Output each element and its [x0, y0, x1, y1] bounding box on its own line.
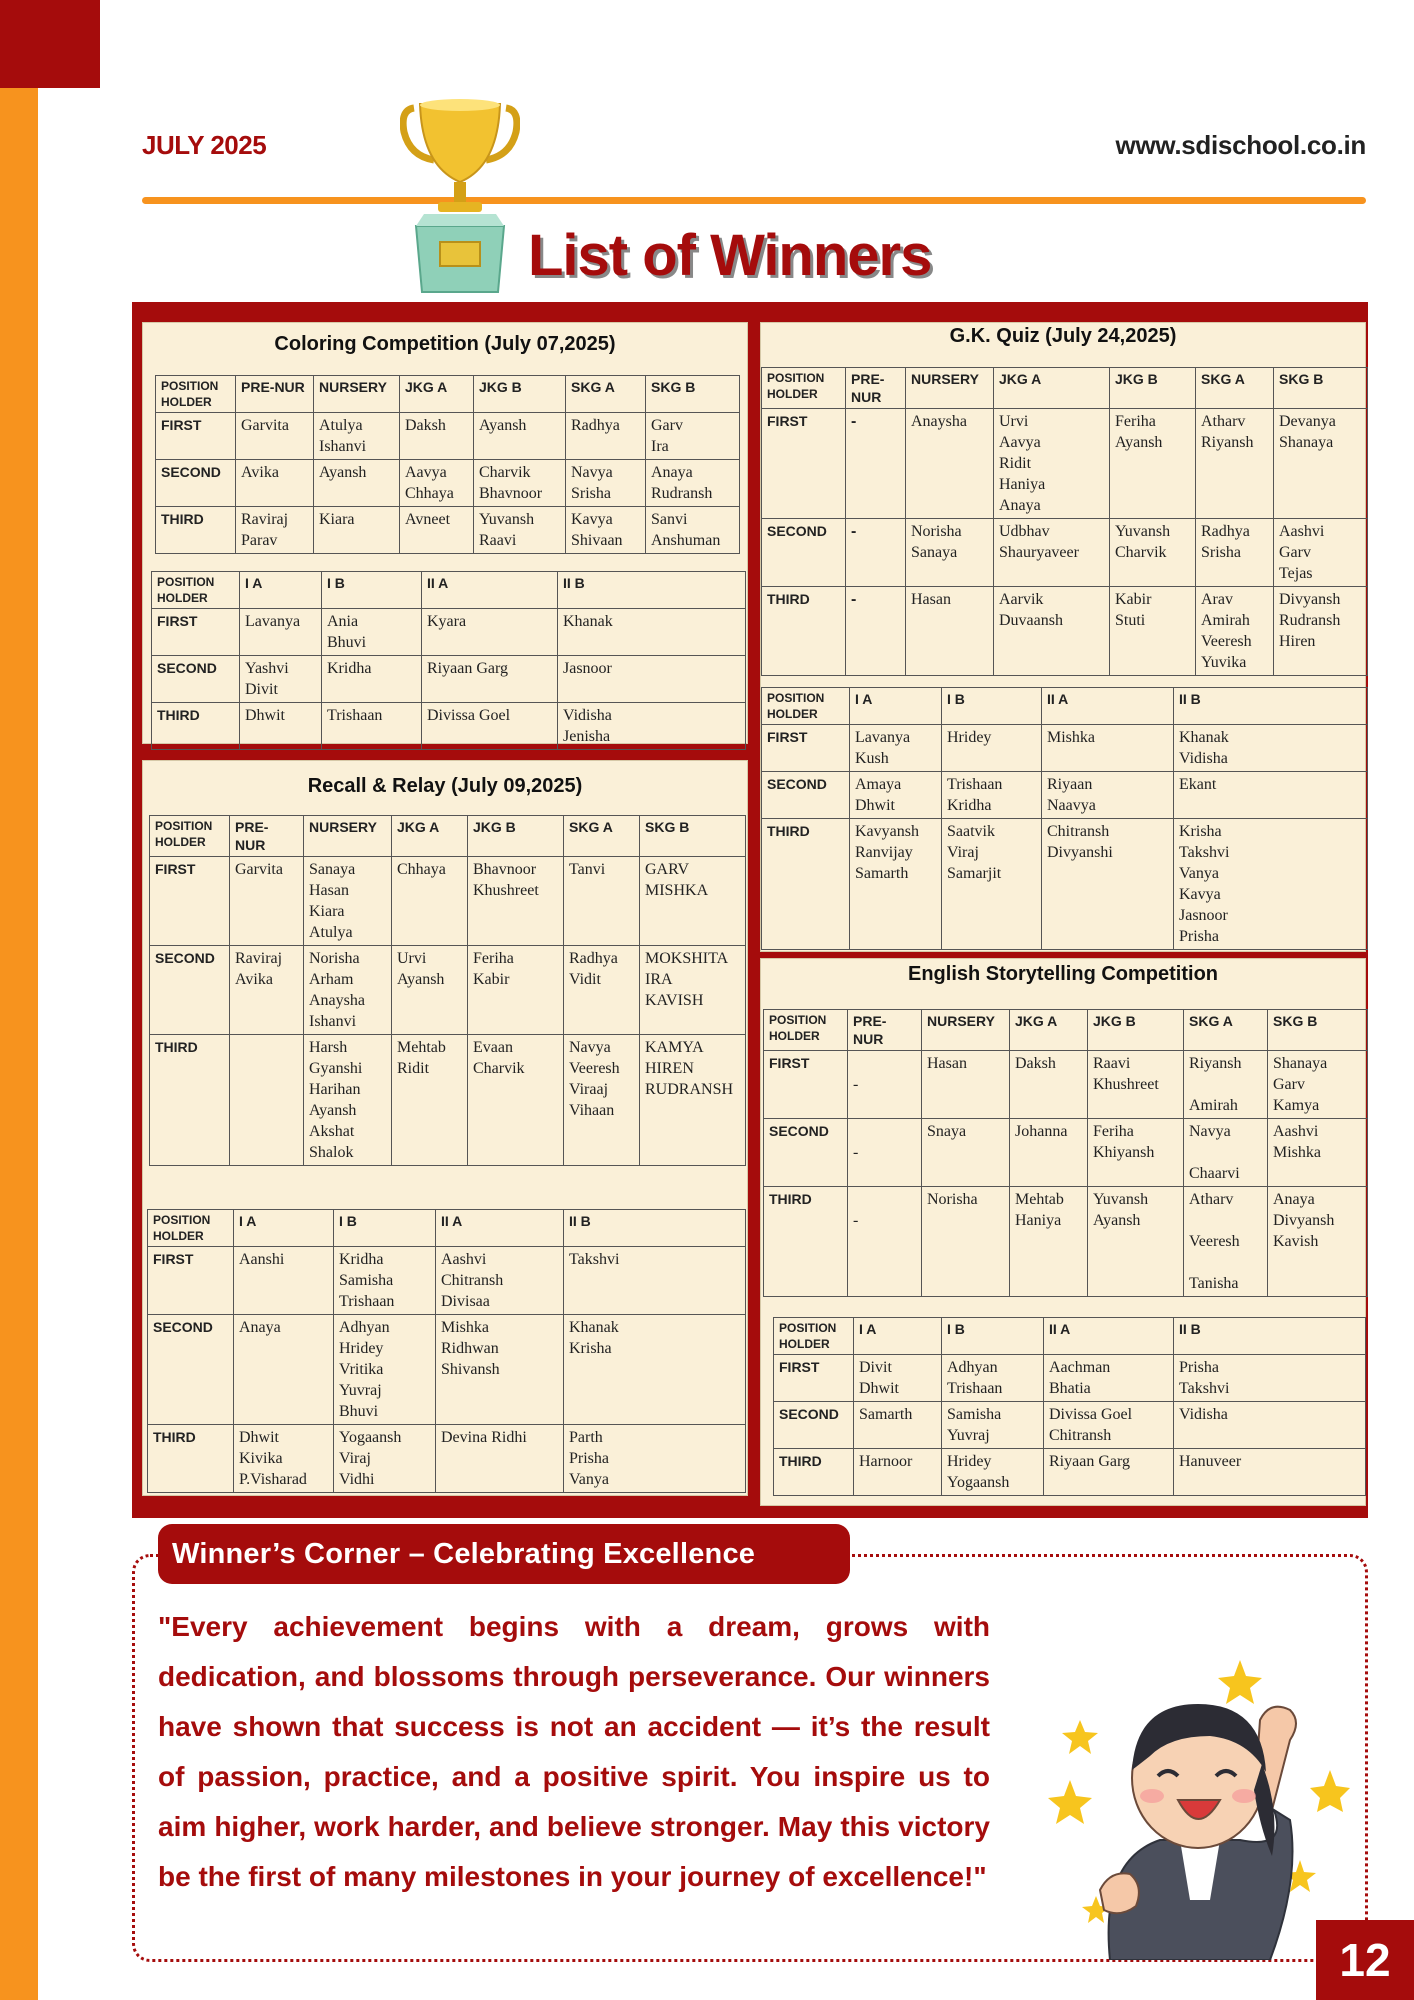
table-row — [774, 1449, 1366, 1496]
column-header: II A — [1044, 1318, 1174, 1355]
winner-cell: Anaya Divyansh Kavish — [1268, 1187, 1368, 1297]
winner-cell: Navya Chaarvi — [1184, 1119, 1268, 1187]
winner-cell: Hasan — [906, 587, 994, 676]
column-header: I B — [334, 1210, 436, 1247]
winner-cell: Adhyan Hridey Vritika Yuvraj Bhuvi — [334, 1315, 436, 1425]
winner-cell: Arav Amirah Veeresh Yuvika — [1196, 587, 1274, 676]
position-label: SECOND — [148, 1315, 234, 1425]
winner-cell: Sanaya Hasan Kiara Atulya — [304, 857, 392, 946]
table-header-row — [774, 1318, 1366, 1355]
winner-cell: Yashvi Divit — [240, 656, 322, 703]
table-row — [148, 1247, 746, 1315]
winner-cell: Aashvi Chitransh Divisaa — [436, 1247, 564, 1315]
winner-cell: Raviraj Parav — [236, 507, 314, 554]
position-label: THIRD — [148, 1425, 234, 1493]
winner-cell: - — [848, 1187, 922, 1297]
winner-cell: Devina Ridhi — [436, 1425, 564, 1493]
table-row — [156, 460, 740, 507]
column-header: I A — [234, 1210, 334, 1247]
winner-cell: Aachman Bhatia — [1044, 1355, 1174, 1402]
table-row — [762, 725, 1368, 772]
column-header: SKG A — [1196, 368, 1274, 409]
winner-cell: Trishaan Kridha — [942, 772, 1042, 819]
winner-cell: Saatvik Viraj Samarjit — [942, 819, 1042, 950]
winner-cell: Riyansh Amirah — [1184, 1051, 1268, 1119]
position-label: SECOND — [152, 656, 240, 703]
winner-cell: Chhaya — [392, 857, 468, 946]
winner-cell: Shanaya Garv Kamya — [1268, 1051, 1368, 1119]
winner-cell: Aashvi Mishka — [1268, 1119, 1368, 1187]
column-header: POSITION HOLDER — [762, 368, 846, 409]
corner-accent-block — [0, 0, 100, 88]
winner-cell: Samisha Yuvraj — [942, 1402, 1044, 1449]
winner-cell: Mehtab Ridit — [392, 1035, 468, 1166]
winner-cell: Aashvi Garv Tejas — [1274, 519, 1368, 587]
winner-cell: Hridey Yogaansh — [942, 1449, 1044, 1496]
winner-cell: Mehtab Haniya — [1010, 1187, 1088, 1297]
winners-corner-quote: "Every achievement begins with a dream, grows with dedication, and blossoms through perseverance. Our winners have shown that success is not an accident — it’s the result of passion, practice, and a positive spirit. You inspire us to aim higher, work harder, and believe stronger. May this victory be the first of many milestones in your journey of excellence!" — [158, 1611, 990, 1892]
winner-cell: Yogaansh Viraj Vidhi — [334, 1425, 436, 1493]
column-header: II B — [1174, 688, 1368, 725]
column-header: POSITION HOLDER — [148, 1210, 234, 1247]
column-header: I A — [854, 1318, 942, 1355]
winner-cell: Yuvansh Raavi — [474, 507, 566, 554]
winner-cell: Divit Dhwit — [854, 1355, 942, 1402]
column-header: NURSERY — [314, 376, 400, 413]
position-label: SECOND — [762, 519, 846, 587]
column-header: SKG B — [1274, 368, 1368, 409]
coloring-competition-block — [142, 322, 748, 744]
column-header: SKG A — [1184, 1010, 1268, 1051]
winner-cell: Avneet — [400, 507, 474, 554]
recall-relay-title: Recall & Relay (July 09,2025) — [307, 775, 583, 797]
column-header: PRE-NUR — [236, 376, 314, 413]
winner-cell — [230, 1035, 304, 1166]
column-header: NURSERY — [906, 368, 994, 409]
position-label: FIRST — [156, 413, 236, 460]
column-header: I B — [322, 572, 422, 609]
column-header: NURSERY — [922, 1010, 1010, 1051]
storytelling-primary-table — [773, 1317, 1366, 1496]
column-header: POSITION HOLDER — [156, 376, 236, 413]
winner-cell: Aavya Chhaya — [400, 460, 474, 507]
column-header: II A — [436, 1210, 564, 1247]
column-header: JKG A — [400, 376, 474, 413]
winner-cell: Divissa Goel Chitransh — [1044, 1402, 1174, 1449]
winner-cell: Khanak Krisha — [564, 1315, 746, 1425]
winner-cell: Snaya — [922, 1119, 1010, 1187]
winner-cell: Udbhav Shauryaveer — [994, 519, 1110, 587]
position-label: SECOND — [764, 1119, 848, 1187]
table-row — [774, 1402, 1366, 1449]
table-row — [762, 819, 1368, 950]
winner-cell: - — [848, 1051, 922, 1119]
column-header: SKG A — [564, 816, 640, 857]
winner-cell: Yuvansh Ayansh — [1088, 1187, 1184, 1297]
winner-cell: Mishka Ridhwan Shivansh — [436, 1315, 564, 1425]
winner-cell: Parth Prisha Vanya — [564, 1425, 746, 1493]
winner-cell: Kavyansh Ranvijay Samarth — [850, 819, 942, 950]
table-row — [148, 1425, 746, 1493]
column-header: II B — [558, 572, 746, 609]
table-row — [156, 507, 740, 554]
table-header-row — [762, 368, 1368, 409]
column-header: PRE-NUR — [848, 1010, 922, 1051]
winner-cell: Anaya Rudransh — [646, 460, 740, 507]
table-row — [152, 609, 746, 656]
winner-cell: Adhyan Trishaan — [942, 1355, 1044, 1402]
table-row — [150, 946, 746, 1035]
storytelling-kg-table — [763, 1009, 1368, 1297]
winner-cell: Aarvik Duvaansh — [994, 587, 1110, 676]
winner-cell: Atulya Ishanvi — [314, 413, 400, 460]
position-label: FIRST — [152, 609, 240, 656]
column-header: II B — [1174, 1318, 1366, 1355]
position-label: FIRST — [148, 1247, 234, 1315]
winner-cell: Kridha Samisha Trishaan — [334, 1247, 436, 1315]
winner-cell: Aanshi — [234, 1247, 334, 1315]
table-header-row — [764, 1010, 1368, 1051]
column-header: II B — [564, 1210, 746, 1247]
winner-cell: - — [846, 587, 906, 676]
winner-cell: Ekant — [1174, 772, 1368, 819]
table-header-row — [156, 376, 740, 413]
winner-cell: Ayansh — [474, 413, 566, 460]
winner-cell: Garvita — [230, 857, 304, 946]
gk-quiz-title: G.K. Quiz (July 24,2025) — [949, 325, 1177, 347]
winner-cell: Norisha — [922, 1187, 1010, 1297]
column-header: POSITION HOLDER — [150, 816, 230, 857]
table-header-row — [148, 1210, 746, 1247]
winner-cell: Tanvi — [564, 857, 640, 946]
winner-cell: Dhwit Kivika P.Visharad — [234, 1425, 334, 1493]
position-label: FIRST — [762, 409, 846, 519]
position-label: FIRST — [774, 1355, 854, 1402]
winner-cell: Vidisha Jenisha — [558, 703, 746, 750]
winner-cell: Raavi Khushreet — [1088, 1051, 1184, 1119]
column-header: SKG B — [1268, 1010, 1368, 1051]
table-row — [148, 1315, 746, 1425]
position-label: FIRST — [764, 1051, 848, 1119]
gk-quiz-block — [760, 322, 1366, 952]
recall-primary-table — [147, 1209, 746, 1493]
table-row — [152, 656, 746, 703]
winner-cell: Devanya Shanaya — [1274, 409, 1368, 519]
winner-cell: Khanak — [558, 609, 746, 656]
winner-cell: Atharv Riyansh — [1196, 409, 1274, 519]
winner-cell: Hasan — [922, 1051, 1010, 1119]
issue-month: JULY 2025 — [142, 130, 267, 160]
column-header: JKG B — [468, 816, 564, 857]
recall-kg-table — [149, 815, 746, 1166]
position-label: SECOND — [156, 460, 236, 507]
column-header: I B — [942, 1318, 1044, 1355]
winner-cell: Divyansh Rudransh Hiren — [1274, 587, 1368, 676]
winner-cell: Kiara — [314, 507, 400, 554]
page-title: List of Winners — [528, 223, 932, 288]
position-label: THIRD — [774, 1449, 854, 1496]
winner-cell: Raviraj Avika — [230, 946, 304, 1035]
trophy-icon — [400, 96, 520, 296]
table-header-row — [152, 572, 746, 609]
winner-cell: Samarth — [854, 1402, 942, 1449]
table-row — [774, 1355, 1366, 1402]
winner-cell: Norisha Arham Anaysha Ishanvi — [304, 946, 392, 1035]
winner-cell: Kridha — [322, 656, 422, 703]
column-header: JKG B — [1088, 1010, 1184, 1051]
winner-cell: Johanna — [1010, 1119, 1088, 1187]
celebrating-girl-illustration — [1040, 1660, 1350, 1960]
winner-cell: Takshvi — [564, 1247, 746, 1315]
winner-cell: Yuvansh Charvik — [1110, 519, 1196, 587]
winner-cell: Hanuveer — [1174, 1449, 1366, 1496]
table-row — [764, 1119, 1368, 1187]
winner-cell: Anaya — [234, 1315, 334, 1425]
winner-cell: Dhwit — [240, 703, 322, 750]
position-label: THIRD — [764, 1187, 848, 1297]
storytelling-title: English Storytelling Competition — [908, 963, 1218, 985]
winner-cell: - — [848, 1119, 922, 1187]
column-header: POSITION HOLDER — [762, 688, 850, 725]
winner-cell: Harnoor — [854, 1449, 942, 1496]
table-header-row — [150, 816, 746, 857]
winner-cell: Harsh Gyanshi Harihan Ayansh Akshat Shalok — [304, 1035, 392, 1166]
winner-cell: Kyara — [422, 609, 558, 656]
winner-cell: Riyaan Garg — [422, 656, 558, 703]
winner-cell: Divissa Goel — [422, 703, 558, 750]
winner-cell: Hridey — [942, 725, 1042, 772]
header-divider — [142, 197, 1366, 204]
winner-cell: Daksh — [400, 413, 474, 460]
page-number: 12 — [1316, 1920, 1414, 2000]
coloring-primary-table — [151, 571, 746, 750]
storytelling-block — [760, 958, 1366, 1506]
winner-cell: Prisha Takshvi — [1174, 1355, 1366, 1402]
recall-relay-block — [142, 760, 748, 1496]
winner-cell: Garvita — [236, 413, 314, 460]
winner-cell: Avika — [236, 460, 314, 507]
column-header: NURSERY — [304, 816, 392, 857]
winner-cell: Chitransh Divyanshi — [1042, 819, 1174, 950]
winner-cell: GARV MISHKA — [640, 857, 746, 946]
column-header: JKG A — [392, 816, 468, 857]
winner-cell: Urvi Ayansh — [392, 946, 468, 1035]
winner-cell: Riyaan Garg — [1044, 1449, 1174, 1496]
table-row — [762, 409, 1368, 519]
winner-cell: Riyaan Naavya — [1042, 772, 1174, 819]
position-label: FIRST — [762, 725, 850, 772]
column-header: POSITION HOLDER — [152, 572, 240, 609]
winner-cell: Jasnoor — [558, 656, 746, 703]
table-header-row — [762, 688, 1368, 725]
coloring-competition-title: Coloring Competition (July 07,2025) — [274, 333, 616, 355]
winner-cell: - — [846, 409, 906, 519]
winners-corner-badge: Winner’s Corner – Celebrating Excellence — [158, 1524, 850, 1584]
side-accent-bar — [0, 0, 38, 2000]
column-header: JKG B — [474, 376, 566, 413]
column-header: SKG B — [646, 376, 740, 413]
winner-cell: Ania Bhuvi — [322, 609, 422, 656]
table-row — [764, 1051, 1368, 1119]
winner-cell: Feriha Khiyansh — [1088, 1119, 1184, 1187]
position-label: THIRD — [156, 507, 236, 554]
column-header: I A — [850, 688, 942, 725]
column-header: JKG B — [1110, 368, 1196, 409]
winner-cell: Navya Srisha — [566, 460, 646, 507]
winner-cell: Radhya Srisha — [1196, 519, 1274, 587]
winner-cell: Kavya Shivaan — [566, 507, 646, 554]
table-row — [762, 519, 1368, 587]
column-header: I A — [240, 572, 322, 609]
winner-cell: Khanak Vidisha — [1174, 725, 1368, 772]
gk-kg-table — [761, 367, 1368, 676]
winner-cell: Trishaan — [322, 703, 422, 750]
winner-cell: Charvik Bhavnoor — [474, 460, 566, 507]
winner-cell: Ayansh — [314, 460, 400, 507]
winner-cell: - — [846, 519, 906, 587]
position-label: SECOND — [150, 946, 230, 1035]
table-row — [764, 1187, 1368, 1297]
table-row — [150, 1035, 746, 1166]
winner-cell: Lavanya — [240, 609, 322, 656]
table-row — [150, 857, 746, 946]
winner-cell: Garv Ira — [646, 413, 740, 460]
winner-cell: Sanvi Anshuman — [646, 507, 740, 554]
winner-cell: Feriha Ayansh — [1110, 409, 1196, 519]
column-header: SKG A — [566, 376, 646, 413]
winner-cell: Krisha Takshvi Vanya Kavya Jasnoor Prisha — [1174, 819, 1368, 950]
winner-cell: Radhya Vidit — [564, 946, 640, 1035]
website-link[interactable]: www.sdischool.co.in — [1115, 130, 1366, 160]
winner-cell: Amaya Dhwit — [850, 772, 942, 819]
position-label: FIRST — [150, 857, 230, 946]
winner-cell: Atharv Veeresh Tanisha — [1184, 1187, 1268, 1297]
column-header: POSITION HOLDER — [764, 1010, 848, 1051]
column-header: I B — [942, 688, 1042, 725]
position-label: THIRD — [762, 819, 850, 950]
column-header: SKG B — [640, 816, 746, 857]
position-label: THIRD — [762, 587, 846, 676]
winner-cell: Kabir Stuti — [1110, 587, 1196, 676]
table-row — [152, 703, 746, 750]
position-label: SECOND — [762, 772, 850, 819]
winner-cell: Vidisha — [1174, 1402, 1366, 1449]
winner-cell: Navya Veeresh Viraaj Vihaan — [564, 1035, 640, 1166]
winner-cell: Bhavnoor Khushreet — [468, 857, 564, 946]
table-row — [762, 587, 1368, 676]
winner-cell: Daksh — [1010, 1051, 1088, 1119]
winner-cell: KAMYA HIREN RUDRANSH — [640, 1035, 746, 1166]
column-header: JKG A — [1010, 1010, 1088, 1051]
column-header: II A — [1042, 688, 1174, 725]
winner-cell: Anaysha — [906, 409, 994, 519]
column-header: JKG A — [994, 368, 1110, 409]
winner-cell: Radhya — [566, 413, 646, 460]
winner-cell: Lavanya Kush — [850, 725, 942, 772]
winner-cell: Mishka — [1042, 725, 1174, 772]
column-header: PRE-NUR — [846, 368, 906, 409]
winner-cell: Urvi Aavya Ridit Haniya Anaya — [994, 409, 1110, 519]
table-row — [762, 772, 1368, 819]
winner-cell: Evaan Charvik — [468, 1035, 564, 1166]
winner-cell: Feriha Kabir — [468, 946, 564, 1035]
column-header: POSITION HOLDER — [774, 1318, 854, 1355]
winner-cell: MOKSHITA IRA KAVISH — [640, 946, 746, 1035]
column-header: II A — [422, 572, 558, 609]
position-label: SECOND — [774, 1402, 854, 1449]
table-row — [156, 413, 740, 460]
position-label: THIRD — [152, 703, 240, 750]
coloring-kg-table — [155, 375, 740, 554]
column-header: PRE-NUR — [230, 816, 304, 857]
winner-cell: Norisha Sanaya — [906, 519, 994, 587]
position-label: THIRD — [150, 1035, 230, 1166]
gk-primary-table — [761, 687, 1368, 950]
